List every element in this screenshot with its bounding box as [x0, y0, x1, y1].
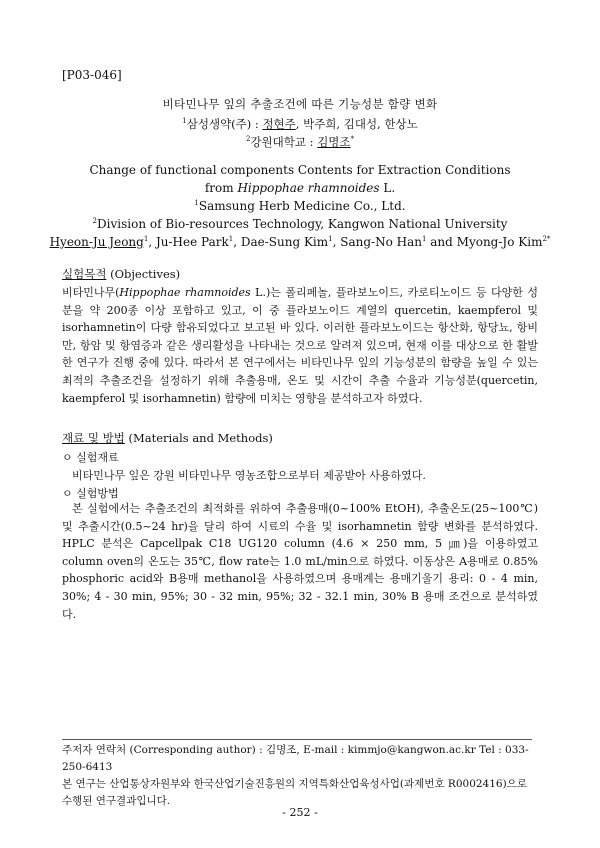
title-suffix: L.	[379, 181, 396, 195]
affil-sup: 2	[245, 135, 251, 144]
corresponding-mark: *	[350, 135, 355, 144]
objectives-body: L.)는 폴리페놀, 플라보노이드, 카로티노이드 등 다양한 성분을 약 200종 이상 포함하고 있고, 이 중 플라보노이드 계열의 quercetin, kaempferol 및 isorhamnetin이 다량 함유되었다고 보고된 바 있다. 이러한 플라보노이드는 항산화, 항당뇨, 항비만, 항암 및 항염증과 같은 생리활성을 나타내는 것으로 알려져 있으며, 현재 이를 대상으로 한 활발한 연구가 진행 중에 있다. 따라서 본 연구에서는 비타민나무 잎의 기능성분의 함량을 높일 수 있는 최적의 추출조건을 설정하기 위해 추출용매, 온도 및 시간이 추출 수율과 기능성분(quercetin, kaempferol 및 isorhamnetin) 함량에 미치는 영향을 분석하고자 하였다.	[62, 286, 538, 405]
author-name: Sang-No Han	[340, 235, 422, 249]
species-name: Hippophae rhamnoides	[237, 181, 380, 195]
author-name: Dae-Sung Kim	[240, 235, 329, 249]
material-text: 비타민나무 잎은 강원 비타민나무 영농조합으로부터 제공받아 사용하였다.	[72, 469, 426, 482]
author-sup: 1	[421, 235, 427, 243]
objectives-paragraph	[62, 284, 538, 407]
author-sep: ,	[332, 235, 341, 249]
author-name: Ju-Hee Park	[155, 235, 229, 249]
methods-heading	[62, 430, 273, 446]
objectives-heading	[62, 266, 180, 282]
footnote-contact: 주저자 연락처 (Corresponding author) : 김명조, E-mail : kimmjo@kangwon.ac.kr Tel : 033-250-6413	[62, 744, 529, 773]
korean-affiliation-2	[0, 134, 600, 150]
author-sup: 1	[228, 235, 234, 243]
affil-org: 삼성생약(주) :	[186, 117, 263, 131]
footnote	[62, 742, 538, 810]
species-name: Hippophae rhamnoides	[119, 286, 251, 299]
author-list	[0, 235, 600, 249]
heading-en: (Materials and Methods)	[124, 431, 273, 445]
footnote-funding: 본 연구는 산업통상자원부와 한국산업기술진흥원의 지역특화산업육성사업(과제번호 R0002416)으로 수행된 연구결과입니다.	[62, 778, 527, 807]
method-heading: ㅇ 실험방법	[62, 487, 119, 500]
author-sup: 2*	[542, 235, 551, 243]
affil-sup: 1	[194, 199, 199, 207]
author-sup: 1	[143, 235, 149, 243]
author-name: Hyeon-Ju Jeong	[49, 235, 144, 249]
affil-org: 강원대학교 :	[250, 135, 318, 149]
affil-text: Division of Bio-resources Technology, Kangwon National University	[97, 217, 508, 231]
affil-text: Samsung Herb Medicine Co., Ltd.	[198, 199, 406, 213]
heading-ko: 실험목적	[62, 267, 107, 281]
author-sep: ,	[148, 235, 156, 249]
lead-author-ko: 정현주	[262, 117, 296, 131]
corresponding-author-ko: 김명조	[317, 135, 351, 149]
footnote-divider	[62, 739, 532, 740]
english-title-line-2	[0, 181, 600, 195]
english-affiliation-1	[0, 199, 600, 213]
page-number: - 252 -	[282, 806, 318, 819]
heading-en: (Objectives)	[106, 267, 181, 281]
english-title-line-1: Change of functional components Contents for Extraction Conditions	[89, 163, 511, 177]
author-sup: 1	[328, 235, 333, 243]
korean-title: 비타민나무 잎의 추출조건에 따른 기능성분 함량 변화	[162, 97, 438, 111]
author-sep: and	[426, 235, 457, 249]
method-paragraph: 본 실험에서는 추출조건의 최적화를 위하여 추출용매(0~100% EtOH), 추출온도(25~100℃) 및 추출시간(0.5~24 hr)을 달리 하여 시료의 수율 및 isorhamnetin 함량 변화를 분석하였다. HPLC 분석은 Capcellpak C18 UG120 column (4.6 × 250 mm, 5 ㎛)을 이용하였고 column oven의 온도는 35℃, flow rate는 1.0 mL/min으로 하였다. 이동상은 A용매로 0.85% phosphoric acid와 B용매 methanol을 사용하였으며 용매계는 용매기울기 용리: 0 - 4 min, 30%; 4 - 30 min, 95%; 30 - 32 min, 95%; 32 - 32.1 min, 30% B 용매 조건으로 분석하였다.	[62, 502, 538, 621]
author-name: Myong-Jo Kim	[456, 235, 543, 249]
coauthors-ko: , 박주희, 김대성, 한상노	[295, 117, 418, 131]
abstract-code: [P03-046]	[62, 68, 122, 82]
english-affiliation-2	[0, 217, 600, 231]
heading-ko: 재료 및 방법	[62, 431, 125, 445]
material-heading: ㅇ 실험재료	[62, 451, 119, 464]
title-prefix: from	[204, 181, 238, 195]
objectives-pre: 비타민나무(	[62, 286, 120, 299]
affil-sup: 2	[92, 217, 98, 225]
author-sep: ,	[233, 235, 241, 249]
affil-sup: 1	[182, 117, 187, 126]
korean-affiliation-1	[0, 116, 600, 132]
